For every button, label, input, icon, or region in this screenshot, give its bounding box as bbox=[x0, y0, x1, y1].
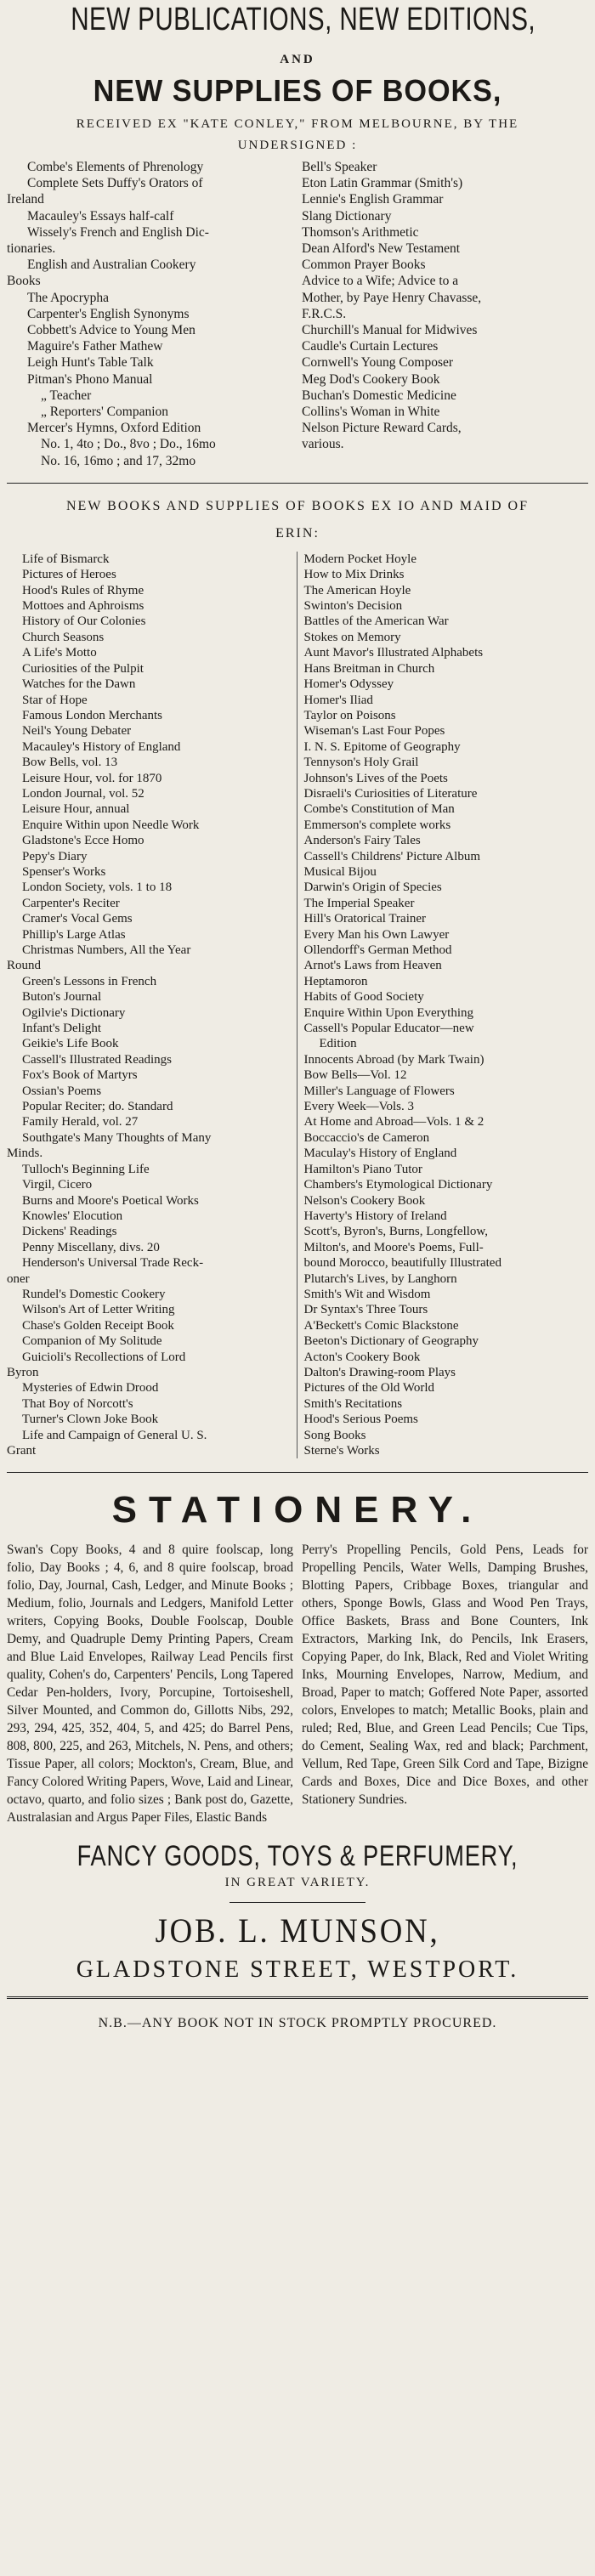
book-list-item: Homer's Iliad bbox=[303, 693, 373, 707]
book-list-item: History of Our Colonies bbox=[22, 614, 146, 629]
book-list-item: Bow Bells—Vol. 12 bbox=[303, 1068, 407, 1083]
book-list-item: Milton's, and Moore's Poems, Full- bbox=[303, 1240, 484, 1254]
divider bbox=[230, 1902, 366, 1903]
book-list-item: Southgate's Many Thoughts of Many bbox=[22, 1130, 212, 1145]
book-list-item: Battles of the American War bbox=[303, 614, 449, 629]
book-list-item: Carpenter's English Synonyms bbox=[27, 306, 190, 321]
book-list-item: Chase's Golden Receipt Book bbox=[22, 1318, 174, 1333]
book-list-item: Plutarch's Lives, by Langhorn bbox=[303, 1271, 457, 1286]
book-list-item: Modern Pocket Hoyle bbox=[303, 552, 416, 566]
section1-lists bbox=[7, 159, 588, 469]
section2-right-column bbox=[298, 552, 589, 1459]
book-list-item: Books bbox=[7, 274, 41, 289]
book-list-item: A'Beckett's Comic Blackstone bbox=[303, 1318, 459, 1333]
book-list-item: various. bbox=[302, 437, 344, 452]
book-list-item: Smith's Wit and Wisdom bbox=[303, 1287, 431, 1301]
book-list-item: Penny Miscellany, divs. 20 bbox=[22, 1240, 160, 1254]
book-list-item: I. N. S. Epitome of Geography bbox=[303, 739, 461, 754]
book-list-item: Slang Dictionary bbox=[302, 208, 392, 224]
header bbox=[7, 2, 588, 154]
section2-left-column bbox=[7, 552, 298, 1459]
book-list-item: Dean Alford's New Testament bbox=[302, 241, 461, 257]
book-list-item: Arnot's Laws from Heaven bbox=[303, 959, 442, 973]
book-list-item: Hood's Rules of Rhyme bbox=[22, 583, 144, 597]
book-list-item: Hans Breitman in Church bbox=[303, 661, 435, 676]
book-list-item: Curiosities of the Pulpit bbox=[22, 661, 144, 676]
book-list-item: Geikie's Life Book bbox=[22, 1037, 119, 1051]
book-list-item: F.R.C.S. bbox=[302, 306, 347, 321]
received-line: RECEIVED EX "KATE CONLEY," FROM MELBOURNE, BY THE bbox=[76, 117, 519, 131]
book-list-item: Ireland bbox=[7, 192, 44, 207]
fancy-goods-heading: FANCY GOODS, TOYS & PERFUMERY, bbox=[76, 1840, 518, 1873]
book-list-item: Emmerson's complete works bbox=[303, 818, 451, 832]
book-list-item: London Journal, vol. 52 bbox=[22, 786, 144, 801]
book-list-item: Ogilvie's Dictionary bbox=[22, 1005, 126, 1020]
book-list-item: Every Man his Own Lawyer bbox=[303, 927, 450, 942]
book-list-item: Hood's Serious Poems bbox=[303, 1413, 418, 1427]
book-list-item: Cobbett's Advice to Young Men bbox=[27, 323, 196, 338]
book-list-item: Cornwell's Young Composer bbox=[302, 355, 454, 371]
book-list-item: Cassell's Popular Educator—new bbox=[303, 1022, 474, 1036]
divider bbox=[7, 1472, 588, 1473]
book-list-item: Combe's Elements of Phrenology bbox=[27, 160, 204, 174]
book-list-item: Knowles' Elocution bbox=[22, 1209, 123, 1223]
book-list-item: Combe's Constitution of Man bbox=[303, 802, 455, 817]
book-list-item: Complete Sets Duffy's Orators of bbox=[27, 176, 203, 191]
book-list-item: Dr Syntax's Three Tours bbox=[303, 1303, 428, 1317]
book-list-item: Boccaccio's de Cameron bbox=[303, 1130, 430, 1145]
book-list-item: Famous London Merchants bbox=[22, 708, 162, 722]
book-list-item: Cramer's Vocal Gems bbox=[22, 912, 133, 926]
title-new-supplies: NEW SUPPLIES OF BOOKS, bbox=[93, 73, 502, 108]
book-list-item: Beeton's Dictionary of Geography bbox=[303, 1334, 479, 1349]
book-list-item: A Life's Motto bbox=[22, 646, 97, 660]
book-list-item: Tennyson's Holy Grail bbox=[303, 756, 419, 770]
book-list-item: Hamilton's Piano Tutor bbox=[303, 1162, 422, 1176]
book-list-item: Phillip's Large Atlas bbox=[22, 927, 126, 942]
stationery-title: STATIONERY. bbox=[111, 1489, 484, 1531]
book-list-item: Collins's Woman in White bbox=[302, 405, 440, 420]
book-list-item: Life and Campaign of General U. S. bbox=[22, 1428, 207, 1442]
section1-left-column bbox=[7, 159, 293, 469]
book-list-item: Every Week—Vols. 3 bbox=[303, 1100, 414, 1114]
book-list-item: Enquire Within Upon Everything bbox=[303, 1005, 474, 1020]
book-list-item: Tulloch's Beginning Life bbox=[22, 1162, 150, 1176]
book-list-item: Johnson's Lives of the Poets bbox=[303, 771, 448, 785]
book-list-item: Enquire Within upon Needle Work bbox=[22, 818, 200, 832]
book-list-item: Buchan's Domestic Medicine bbox=[302, 388, 456, 403]
book-list-item: Mottoes and Aphroisms bbox=[22, 599, 144, 614]
undersigned-line: UNDERSIGNED : bbox=[237, 139, 358, 152]
book-list-item: No. 1, 4to ; Do., 8vo ; Do., 16mo bbox=[41, 437, 216, 452]
book-list-item: Round bbox=[7, 959, 42, 973]
book-list-item: bound Morocco, beautifully Illustrated bbox=[303, 1256, 502, 1271]
book-list-item: Acton's Cookery Book bbox=[303, 1350, 421, 1364]
book-list-item: Star of Hope bbox=[22, 693, 88, 707]
book-list-item: Leisure Hour, annual bbox=[22, 802, 130, 817]
book-list-item: Heptamoron bbox=[303, 974, 368, 988]
book-list-item: Wilson's Art of Letter Writing bbox=[22, 1303, 175, 1317]
book-list-item: oner bbox=[7, 1271, 30, 1286]
book-list-item: Musical Bijou bbox=[303, 864, 377, 879]
section2-heading bbox=[7, 497, 588, 543]
book-list-item: Darwin's Origin of Species bbox=[303, 880, 442, 895]
section2-lists bbox=[7, 552, 588, 1459]
book-list-item: The Apocrypha bbox=[27, 290, 109, 305]
book-list-item: Turner's Clown Joke Book bbox=[22, 1413, 159, 1427]
book-list-item: Byron bbox=[7, 1365, 39, 1379]
book-list-item: Cassell's Illustrated Readings bbox=[22, 1052, 173, 1067]
nb-note: N.B.—ANY BOOK NOT IN STOCK PROMPTLY PROCURED. bbox=[98, 2016, 497, 2031]
book-list-item: Life of Bismarck bbox=[22, 552, 110, 566]
divider bbox=[7, 1996, 588, 1999]
book-list-item: Swinton's Decision bbox=[303, 599, 403, 614]
book-list-item: Henderson's Universal Trade Reck- bbox=[22, 1256, 204, 1271]
book-list-item: Wiseman's Last Four Popes bbox=[303, 724, 445, 739]
book-list-item: Leisure Hour, vol. for 1870 bbox=[22, 771, 162, 785]
book-list-item: Gladstone's Ecce Homo bbox=[22, 834, 144, 848]
book-list-item: Pictures of Heroes bbox=[22, 568, 116, 582]
book-list-item: Family Herald, vol. 27 bbox=[22, 1115, 139, 1129]
book-list-item: Buton's Journal bbox=[22, 990, 102, 1005]
book-list-item: Guicioli's Recollections of Lord bbox=[22, 1350, 186, 1364]
book-list-item: Sterne's Works bbox=[303, 1444, 380, 1458]
book-list-item: Spenser's Works bbox=[22, 864, 106, 879]
book-list-item: Thomson's Arithmetic bbox=[302, 224, 419, 240]
book-list-item: Macauley's History of England bbox=[22, 739, 181, 754]
stationery-right-text: Perry's Propelling Pencils, Gold Pens, Leads for Propelling Pencils, Water Wells, Damping Brushes, Blotting Papers, Cribbage Boxes, triangular and others, Sponge Bowls, Glass and Wood Pen Trays, Office Baskets, Brass and Bone Counters, Ink Extractors, Marking Ink, do Pencils, Ink Erasers, Copying Paper, do Ink, Black, Red and Violet Writing Inks, Mourning Envelopes, Narrow, Medium, and Broad, Paper to match; Goffered Note Paper, assorted colors, Envelopes to match; Metallic Books, plain and ruled; Red, Blue, and Green Lead Pencils; Cue Tips, do Cement, Sealing Wax, red and black; Parchment, Vellum, Red Tape, Green Silk Cord and Tape, Bizigne Cards and Boxes, Dice and Dice Boxes, and other Stationery Sundries. bbox=[302, 1543, 588, 1808]
book-list-item: Anderson's Fairy Tales bbox=[303, 834, 421, 848]
book-list-item: Dalton's Drawing-room Plays bbox=[303, 1365, 456, 1379]
book-list-item: Taylor on Poisons bbox=[303, 708, 396, 722]
book-list-item: Macauley's Essays half-calf bbox=[27, 208, 174, 224]
book-list-item: Mysteries of Edwin Drood bbox=[22, 1381, 159, 1396]
book-list-item: Stokes on Memory bbox=[303, 630, 401, 644]
book-list-item: Christmas Numbers, All the Year bbox=[22, 943, 191, 958]
book-list-item: Ossian's Poems bbox=[22, 1084, 102, 1098]
book-list-item: Dickens' Readings bbox=[22, 1225, 117, 1239]
book-list-item: Homer's Odyssey bbox=[303, 677, 394, 692]
advertisement-page bbox=[0, 2, 595, 2576]
book-list-item: Fox's Book of Martyrs bbox=[22, 1068, 138, 1083]
book-list-item: Caudle's Curtain Lectures bbox=[302, 339, 439, 354]
book-list-item: Rundel's Domestic Cookery bbox=[22, 1287, 166, 1301]
book-list-item: Nelson Picture Reward Cards, bbox=[302, 421, 462, 436]
section2-title-line1: NEW BOOKS AND SUPPLIES OF BOOKS EX IO AND MAID OF bbox=[66, 498, 529, 513]
book-list-item: Scott's, Byron's, Burns, Longfellow, bbox=[303, 1225, 489, 1239]
book-list-item: Leigh Hunt's Table Talk bbox=[27, 355, 154, 371]
book-list-item: Eton Latin Grammar (Smith's) bbox=[302, 176, 463, 191]
variety-line: IN GREAT VARIETY. bbox=[224, 1876, 371, 1890]
book-list-item: Edition bbox=[319, 1037, 357, 1051]
book-list-item: Habits of Good Society bbox=[303, 990, 424, 1005]
book-list-item: Bell's Speaker bbox=[302, 160, 377, 174]
book-list-item: Miller's Language of Flowers bbox=[303, 1084, 455, 1098]
book-list-item: Maguire's Father Mathew bbox=[27, 339, 163, 354]
book-list-item: Song Books bbox=[303, 1428, 366, 1442]
book-list-item: Nelson's Cookery Book bbox=[303, 1193, 426, 1208]
book-list-item: Mercer's Hymns, Oxford Edition bbox=[27, 421, 201, 436]
book-list-item: Companion of My Solitude bbox=[22, 1334, 162, 1349]
book-list-item: Aunt Mavor's Illustrated Alphabets bbox=[303, 646, 484, 660]
book-list-item: Carpenter's Reciter bbox=[22, 896, 120, 910]
book-list-item: Ollendorff's German Method bbox=[303, 943, 452, 958]
book-list-item: Hill's Oratorical Trainer bbox=[303, 912, 427, 926]
book-list-item: Pictures of the Old World bbox=[303, 1381, 434, 1396]
footer bbox=[7, 1840, 588, 2031]
book-list-item: London Society, vols. 1 to 18 bbox=[22, 880, 173, 895]
section1-right-column bbox=[302, 159, 588, 469]
book-list-item: Meg Dod's Cookery Book bbox=[302, 371, 440, 387]
book-list-item: Haverty's History of Ireland bbox=[303, 1209, 447, 1223]
book-list-item: That Boy of Norcott's bbox=[22, 1396, 133, 1411]
book-list-item: Chambers's Etymological Dictionary bbox=[303, 1178, 493, 1192]
section2-title-line2: ERIN: bbox=[275, 525, 320, 541]
book-list-item: tionaries. bbox=[7, 241, 56, 257]
book-list-item: Church Seasons bbox=[22, 630, 105, 644]
book-list-item: Lennie's English Grammar bbox=[302, 192, 444, 207]
book-list-item: No. 16, 16mo ; and 17, 32mo bbox=[41, 453, 196, 468]
book-list-item: Watches for the Dawn bbox=[22, 677, 136, 692]
divider bbox=[7, 483, 588, 484]
book-list-item: Innocents Abroad (by Mark Twain) bbox=[303, 1052, 484, 1067]
book-list-item: Churchill's Manual for Midwives bbox=[302, 323, 478, 338]
book-list-item: Maculay's History of England bbox=[303, 1146, 457, 1161]
book-list-item: Disraeli's Curiosities of Literature bbox=[303, 786, 478, 801]
book-list-item: Virgil, Cicero bbox=[22, 1178, 93, 1192]
book-list-item: The Imperial Speaker bbox=[303, 896, 415, 910]
book-list-item: Minds. bbox=[7, 1146, 43, 1161]
proprietor-name: JOB. L. MUNSON, bbox=[155, 1911, 440, 1950]
book-list-item: Bow Bells, vol. 13 bbox=[22, 756, 118, 770]
stationery-left-text: Swan's Copy Books, 4 and 8 quire foolscap, long folio, Day Books ; 4, 6, and 8 quire foolscap, broad folio, Day, Journal, Cash, Ledger, and Minute Books ; Medium, folio, Journals and Ledgers, Manifold Letter writers, Copying Books, Double Foolscap, Double Demy, and Quadruple Demy Printing Papers, Cream and Blue Laid Envelopes, Railway Lead Pencils first quality, Cohen's do, Carpenters' Pencils, Long Tapered Cedar Pen-holders, Ivory, Porcupine, Tortoiseshell, Silver Mounted, and Common do, Gillotts Nibs, 292, 293, 294, 425, 352, 404, 5, and 425; do Barrel Pens, 808, 800, 225, and 263, Mitchels, N. Pens, and others; Tissue Paper, all colors; Mockton's, Cream, Blue, and Fancy Colored Writing Papers, Wove, Laid and Linear, octavo, quarto, and folio sizes ; Bank post do, Gazette, Australasian and Argus Paper Files, Elastic Bands bbox=[7, 1543, 293, 1826]
book-list-item: Infant's Delight bbox=[22, 1022, 102, 1036]
title-new-publications: NEW PUBLICATIONS, NEW EDITIONS, bbox=[71, 2, 536, 37]
book-list-item: At Home and Abroad—Vols. 1 & 2 bbox=[303, 1115, 484, 1129]
book-list-item: Popular Reciter; do. Standard bbox=[22, 1100, 173, 1114]
book-list-item: Cassell's Childrens' Picture Album bbox=[303, 849, 480, 863]
and-label: AND bbox=[280, 53, 315, 66]
book-list-item: „ Reporters' Companion bbox=[41, 405, 169, 420]
book-list-item: English and Australian Cookery bbox=[27, 258, 196, 273]
address-line: GLADSTONE STREET, WESTPORT. bbox=[76, 1956, 519, 1984]
book-list-item: Pepy's Diary bbox=[22, 849, 88, 863]
book-list-item: Advice to a Wife; Advice to a bbox=[302, 274, 459, 289]
book-list-item: Smith's Recitations bbox=[303, 1396, 403, 1411]
stationery-columns bbox=[7, 1541, 588, 1826]
book-list-item: Common Prayer Books bbox=[302, 258, 426, 273]
book-list-item: The American Hoyle bbox=[303, 583, 411, 597]
book-list-item: Wissely's French and English Dic- bbox=[27, 224, 209, 240]
book-list-item: „ Teacher bbox=[41, 388, 92, 403]
book-list-item: How to Mix Drinks bbox=[303, 568, 405, 582]
book-list-item: Burns and Moore's Poetical Works bbox=[22, 1193, 199, 1208]
book-list-item: Grant bbox=[7, 1444, 37, 1458]
book-list-item: Mother, by Paye Henry Chavasse, bbox=[302, 290, 482, 305]
book-list-item: Neil's Young Debater bbox=[22, 724, 132, 739]
book-list-item: Pitman's Phono Manual bbox=[27, 371, 153, 387]
book-list-item: Green's Lessons in French bbox=[22, 974, 157, 988]
